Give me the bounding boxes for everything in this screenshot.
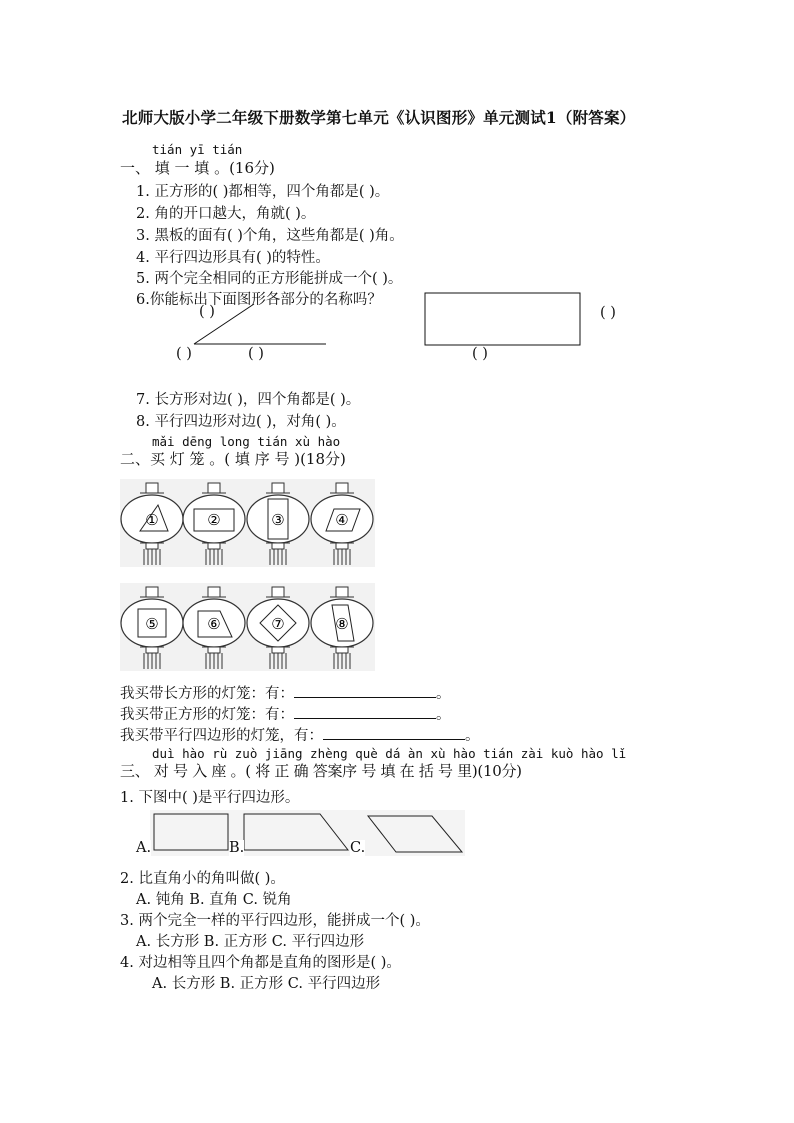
question-1-3: 3. 黑板的面有( )个角，这些角都是( )角。 (136, 228, 404, 244)
lantern-number-3: ③ (271, 511, 285, 529)
question-3-1: 1. 下图中( )是平行四边形。 (120, 790, 300, 806)
angle-side-label-blank-2: ( ) (248, 346, 264, 362)
option-c-label: C. (350, 840, 366, 856)
rectangle-bottom-label-blank: ( ) (472, 346, 488, 362)
lanterns-row-1 (120, 479, 375, 567)
lantern-number-4: ④ (335, 511, 349, 529)
question-3-2: 2. 比直角小的角叫做( )。 (120, 871, 285, 887)
answer-line-parallelogram (120, 724, 480, 745)
answer-end-rectangle: 。 (436, 686, 451, 702)
lantern-number-6: ⑥ (207, 615, 221, 633)
answer-line-square (120, 703, 451, 724)
question-3-3-options: A. 长方形 B. 正方形 C. 平行四边形 (136, 934, 365, 950)
option-a-label: A. (136, 840, 152, 856)
answer-label-rectangle: 我买带长方形的灯笼：有： (120, 686, 294, 702)
option-b-label: B. (229, 840, 245, 856)
section-1-heading: 一、 填 一 填 。(16分) (120, 159, 275, 177)
question-1-1: 1. 正方形的( )都相等，四个角都是( )。 (136, 184, 390, 200)
section-2-pinyin: mǎi dēng long tián xù hào (152, 434, 341, 449)
question-3-2-options: A. 钝角 B. 直角 C. 锐角 (136, 892, 292, 908)
question-1-4: 4. 平行四边形具有( )的特性。 (136, 250, 330, 266)
section-2-heading: 二、买 灯 笼 。( 填 序 号 )(18分) (120, 450, 346, 468)
answer-blank-rectangle[interactable] (294, 683, 436, 698)
answer-end-parallelogram: 。 (465, 728, 480, 744)
lantern-number-8: ⑧ (335, 615, 349, 633)
lantern-number-7: ⑦ (271, 615, 285, 633)
lantern-number-2: ② (207, 511, 221, 529)
angle-side-label-blank: ( ) (176, 346, 192, 362)
lantern-number-1: ① (145, 511, 159, 529)
section-1-pinyin: tián yī tián (152, 142, 243, 157)
angle-vertex-label-blank: ( ) (199, 304, 215, 320)
question-3-4: 4. 对边相等且四个角都是直角的图形是( )。 (120, 955, 401, 971)
question-1-7: 7. 长方形对边( )，四个角都是( )。 (136, 392, 361, 408)
answer-blank-square[interactable] (294, 704, 436, 719)
answer-blank-parallelogram[interactable] (323, 725, 465, 740)
shapes-figure (150, 810, 465, 856)
section-3-heading: 三、 对 号 入 座 。( 将 正 确 答案序 号 填 在 括 号 里)(10分) (120, 762, 522, 780)
answer-end-square: 。 (436, 707, 451, 723)
lantern-number-5: ⑤ (145, 615, 159, 633)
section-3-pinyin: duì hào rù zuò jiāng zhèng què dá àn xù hào tián zài kuò hào lǐ (152, 746, 627, 761)
lanterns-row-2 (120, 583, 375, 671)
question-3-4-options: A. 长方形 B. 正方形 C. 平行四边形 (152, 976, 381, 992)
rectangle-figure (420, 290, 585, 350)
question-1-6: 6.你能标出下面图形各部分的名称吗？ (136, 292, 382, 308)
question-3-3: 3. 两个完全一样的平行四边形，能拼成一个( )。 (120, 913, 430, 929)
question-1-8: 8. 平行四边形对边( )，对角( )。 (136, 414, 346, 430)
rectangle-side-label-blank: ( ) (600, 305, 616, 321)
answer-label-parallelogram: 我买带平行四边形的灯笼，有： (120, 728, 323, 744)
question-1-5: 5. 两个完全相同的正方形能拼成一个( )。 (136, 271, 403, 287)
page-title: 北师大版小学二年级下册数学第七单元《认识图形》单元测试1（附答案） (122, 108, 636, 127)
question-1-2: 2. 角的开口越大，角就( )。 (136, 206, 316, 222)
answer-label-square: 我买带正方形的灯笼：有： (120, 707, 294, 723)
answer-line-rectangle (120, 682, 451, 703)
